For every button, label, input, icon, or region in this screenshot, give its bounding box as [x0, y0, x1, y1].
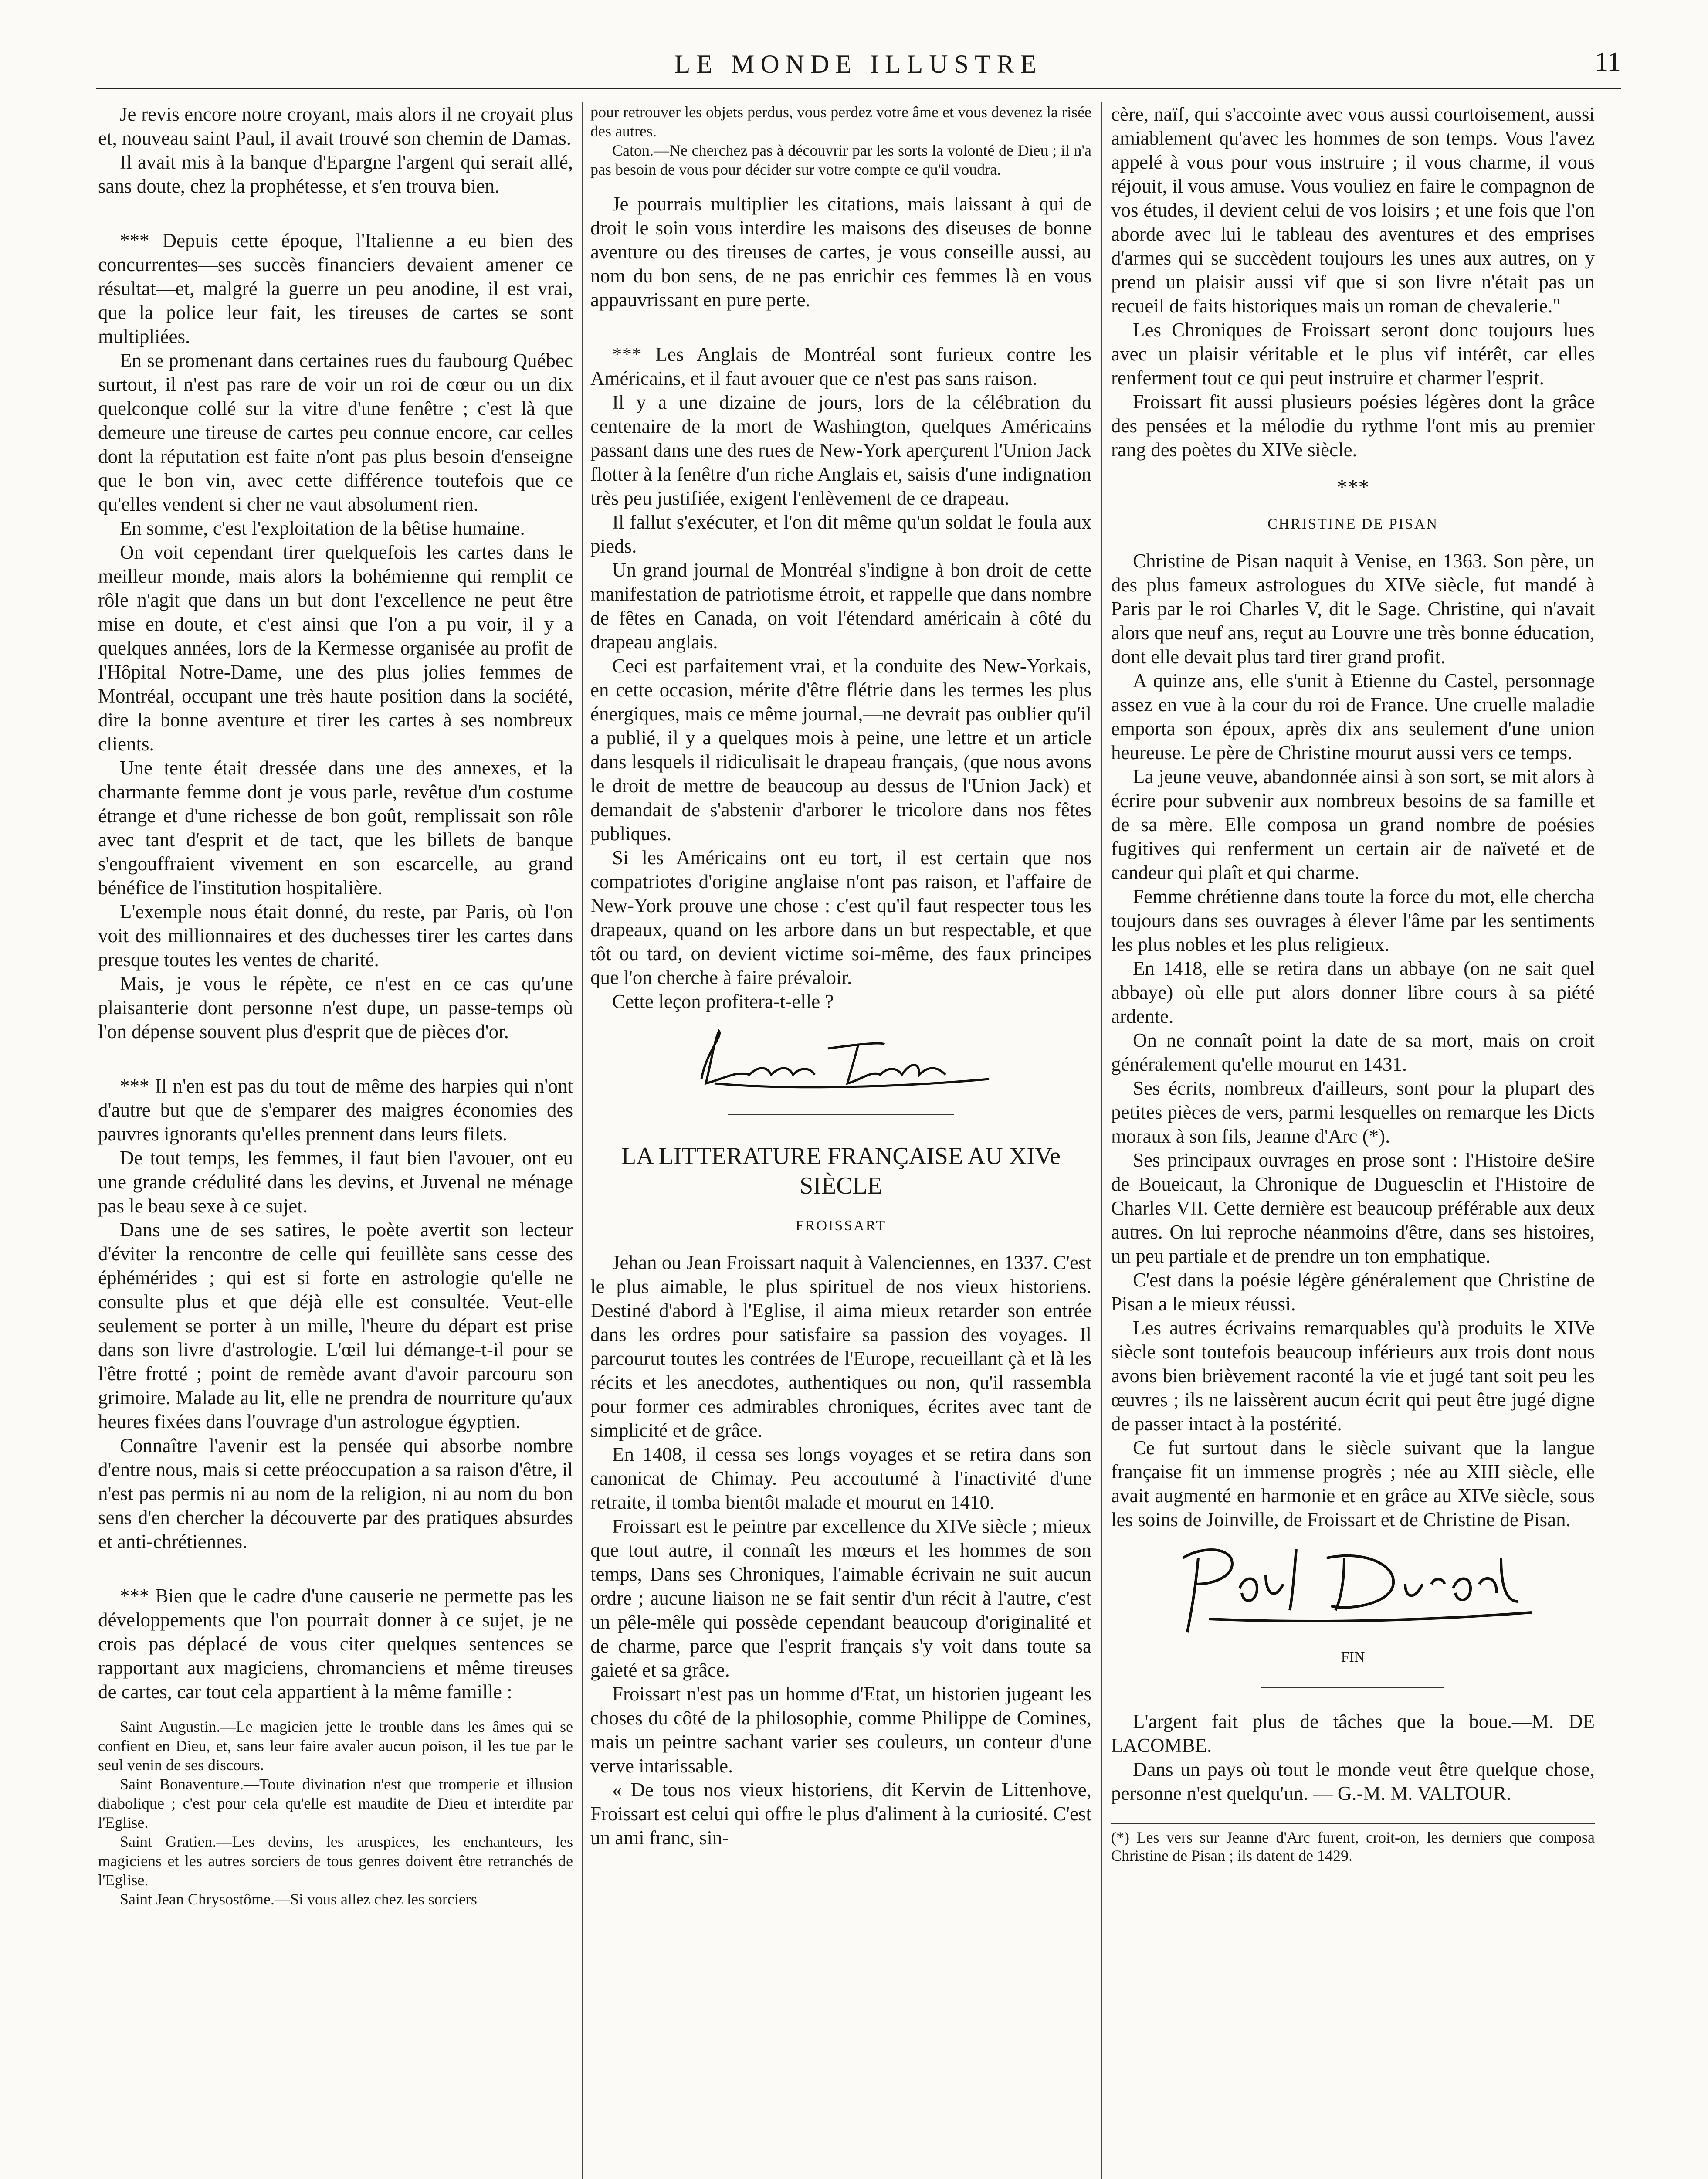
quotation: Saint Gratien.—Les devins, les aruspices, les enchanteurs, les magiciens et les autres sorciers de tous genres doivent être retranchés de l'Eglise. — [98, 1833, 573, 1889]
paragraph: Il fallut s'exécuter, et l'on dit même qu'un soldat le foula aux pieds. — [590, 511, 1091, 557]
section-rule — [728, 1114, 954, 1115]
paragraph: En se promenant dans certaines rues du faubourg Québec surtout, il n'est pas rare de voir un roi de cœur ou un dix quelconque collé sur la vitre d'une fenêtre ; c'est là que demeure une tireuse de cartes peu connue encore, car celles dont la réputation est faite n'ont pas plus besoin d'enseigne que le bon vin, avec cette différence toutefois que ce qu'elles vendent si cher ne vaut absolument rien. — [98, 350, 573, 515]
paragraph: De tout temps, les femmes, il faut bien l'avouer, ont eu une grande crédulité dans les devins, et Juvenal ne ménage pas le beau sexe à ce sujet. — [98, 1147, 573, 1217]
header-rule — [96, 88, 1621, 89]
paragraph: *** Les Anglais de Montréal sont furieux contre les Américains, et il faut avouer que ce n'est pas sans raison. — [590, 343, 1091, 389]
footnote-rule — [1111, 1823, 1595, 1824]
page-header — [96, 41, 1621, 89]
paragraph: En somme, c'est l'exploitation de la bêtise humaine. — [120, 517, 525, 539]
paragraph: En 1418, elle se retira dans un abbaye (on ne sait quel abbaye) où elle put alors donner libre cours à sa piété ardente. — [1111, 957, 1595, 1027]
paragraph: Les Chroniques de Froissart seront donc toujours lues avec un plaisir véritable et le plus vif intérêt, car elles renferment tout ce qui peut instruire et charmer l'esprit. — [1111, 319, 1595, 389]
sub-heading: CHRISTINE DE PISAN — [1267, 516, 1439, 532]
paragraph: Froissart est le peintre par excellence du XIVe siècle ; mieux que tout autre, il connaît les mœurs et les hommes de son temps, Dans ses Chroniques, l'aimable écrivain ne suit aucun ordre ; aucune liaison ne se fait sentir d'un récit à l'autre, c'est un pêle-mêle qui possède cependant beaucoup d'originalité et de charme, parce que l'esprit français s'y voit dans toute sa gaieté et sa grâce. — [590, 1515, 1091, 1681]
paragraph: Femme chrétienne dans toute la force du mot, elle chercha toujours dans ses ouvrages à élever l'âme par les sentiments les plus nobles et les plus religieux. — [1111, 886, 1595, 955]
paragraph: Ce fut surtout dans le siècle suivant que la langue française fit un immense progrès ; née au XIII siècle, elle avait augmenté en harmonie et en grâce au XIVe siècle, sous les soins de Joinville, de Froissart et de Christine de Pisan. — [1111, 1437, 1595, 1531]
quotation: Saint Jean Chrysostôme.—Si vous allez chez les sorciers — [120, 1891, 477, 1908]
paragraph: La jeune veuve, abandonnée ainsi à son sort, se mit alors à écrire pour subvenir aux nombreux besoins de sa famille et de sa mère. Elle composa un grand nombre de poésies fugitives qui renferment un certain air de naïveté et de candeur qui plaît et qui charme. — [1111, 766, 1595, 883]
quotation: Caton.—Ne cherchez pas à découvrir par les sorts la volonté de Dieu ; il n'a pas besoin de vous pour décider sur votre compte ce qu'il voudra. — [590, 142, 1091, 178]
end-mark: FIN — [1341, 1649, 1365, 1665]
page-number: 11 — [1595, 47, 1621, 77]
paragraph: Il avait mis à la banque d'Epargne l'argent qui serait allé, sans doute, chez la prophétesse, et s'en trouva bien. — [98, 151, 573, 197]
paragraph: Ses principaux ouvrages en prose sont : l'Histoire deSire de Boueicaut, la Chronique de Duguesclin et l'Histoire de Charles VII. Cette dernière est beaucoup préférable aux deux autres. On lui reproche néanmoins d'être, dans ses histoires, un peu partiale et de prendre un ton emphatique. — [1111, 1149, 1595, 1267]
footnote: (*) Les vers sur Jeanne d'Arc furent, croit-on, les derniers que composa Christine de Pisan ; ils datent de 1429. — [1111, 1829, 1595, 1864]
signature-leon-ledieu — [675, 1014, 1006, 1101]
sub-heading: FROISSART — [795, 1218, 887, 1234]
paragraph: On ne connaît point la date de sa mort, mais on croit généralement qu'elle mourut en 1431. — [1111, 1029, 1595, 1075]
paragraph: Ses écrits, nombreux d'ailleurs, sont pour la plupart des petites pièces de vers, parmi lesquelles on remarque les Dicts moraux à son fils, Jeanne d'Arc (*). — [1111, 1077, 1595, 1147]
column-1 — [98, 102, 573, 2179]
quotation: pour retrouver les objets perdus, vous perdez votre âme et vous devenez la risée des autres. — [590, 103, 1091, 140]
quotation: Saint Bonaventure.—Toute divination n'est que tromperie et illusion diabolique ; c'est pour cela qu'elle est maudite de Dieu et interdite par l'Eglise. — [98, 1775, 573, 1831]
column-divider — [582, 102, 583, 2179]
paragraph: Il y a une dizaine de jours, lors de la célébration du centenaire de la mort de Washington, quelques Américains passant dans une des rues de New-York aperçurent l'Union Jack flotter à la fenêtre d'un riche Anglais et, saisis d'une indignation très peu justifiée, exigent l'enlèvement de ce drapeau. — [590, 391, 1091, 509]
maxim: L'argent fait plus de tâches que la boue.—M. DE LACOMBE. — [1111, 1711, 1595, 1756]
quotation: Saint Augustin.—Le magicien jette le trouble dans les âmes qui se confient en Dieu, et, sans leur faire avaler aucun poison, il les tue par le seul venin de ses discours. — [98, 1718, 573, 1774]
paragraph: En 1408, il cessa ses longs voyages et se retira dans son canonicat de Chimay. Peu accoutumé à l'inactivité d'une retraite, il tomba bientôt malade et mourut en 1410. — [590, 1443, 1091, 1513]
column-3 — [1111, 102, 1595, 2179]
paragraph: Christine de Pisan naquit à Venise, en 1363. Son père, un des plus fameux astrologues du XIVe siècle, fut mandé à Paris par le roi Charles V, dit le Sage. Christine, qui n'avait alors que neuf ans, reçut au Louvre une très bonne éducation, dont elle devait plus tard tirer grand profit. — [1111, 550, 1595, 668]
section-stars: *** — [1336, 475, 1369, 499]
paragraph: On voit cependant tirer quelquefois les cartes dans le meilleur monde, mais alors la bohémienne qui remplit ce rôle n'agit que dans un but dont l'excellence ne peut être mise en doute, et c'est ainsi que l'on a pu voir, il y a quelques années, lors de la Kermesse organisée au profit de l'Hôpital Notre-Dame, une des plus jolies femmes de Montréal, occupant une très haute position dans la société, dire la bonne aventure et tirer les cartes à ses nombreux clients. — [98, 541, 573, 755]
paragraph: cère, naïf, qui s'accointe avec vous aussi courtoisement, aussi amiablement qu'avec les hommes de son temps. Vous l'avez appelé à vous pour vous instruire ; il vous charme, il vous réjouit, il vous amuse. Vous vouliez en faire le compagnon de vos études, il devient celui de vos loisirs ; et une fois que l'on aborde avec lui le tableau des aventures et des emprises d'armes qui se succèdent toujours les unes aux autres, on y prend un plaisir aussi vif que si son livre n'était pas un recueil de faits historiques mais un roman de chevalerie." — [1111, 103, 1595, 317]
paragraph: L'exemple nous était donné, du reste, par Paris, où l'on voit des millionnaires et des duchesses tirer les cartes dans presque toutes les ventes de charité. — [98, 901, 573, 971]
paragraph: Mais, je vous le répète, ce n'est en ce cas qu'une plaisanterie dont personne n'est dupe, un passe-temps où l'on dépense souvent plus d'esprit que de pièces d'or. — [98, 973, 573, 1042]
paragraph: Je revis encore notre croyant, mais alors il ne croyait plus et, nouveau saint Paul, il avait trouvé son chemin de Damas. — [98, 103, 573, 149]
section-rule — [1261, 1687, 1444, 1688]
paragraph: Froissart fit aussi plusieurs poésies légères dont la grâce des pensées et la mélodie du rythme l'ont mis au premier rang des poètes du XIVe siècle. — [1111, 391, 1595, 461]
paragraph: A quinze ans, elle s'unit à Etienne du Castel, personnage assez en vue à la cour du roi de France. Une cruelle maladie emporta son époux, après dix ans seulement d'une union heureuse. Le père de Christine mourut aussi vers ce temps. — [1111, 670, 1595, 764]
paragraph: « De tous nos vieux historiens, dit Kervin de Littenhove, Froissart est celui qui offre le plus d'aliment à la curiosité. C'est un ami franc, sin- — [590, 1779, 1091, 1849]
paragraph: *** Depuis cette époque, l'Italienne a eu bien des concurrentes—ses succès financiers devaient amener ce résultat—et, malgré la guerre un peu anodine, il est vrai, que la police leur fait, les tireuses de cartes se sont multipliées. — [98, 230, 573, 347]
paragraph: Si les Américains ont eu tort, il est certain que nos compatriotes d'origine anglaise n'ont pas raison, et l'affaire de New-York prouve une chose : c'est qu'il faut respecter tous les drapeaux, quand on les arbore dans un but respectable, et que tôt ou tard, on devient victime soi-même, des faux principes que l'on cherche à faire prévaloir. — [590, 847, 1091, 988]
column-divider — [1101, 102, 1102, 2179]
paragraph: Froissart n'est pas un homme d'Etat, un historien jugeant les choses du côté de la philosophie, comme Philippe de Comines, mais un peintre sachant varier ses couleurs, un conteur d'une verve intarissable. — [590, 1683, 1091, 1777]
paragraph: Les autres écrivains remarquables qu'à produits le XIVe siècle sont toutefois beaucoup inférieurs aux trois dont nous avons bien brièvement raconté la vie et jugé tant soit peu les œuvres ; ils ne laissèrent aucun écrit qui peut être jugé digne de passer intact à la postérité. — [1111, 1317, 1595, 1435]
paragraph: *** Il n'en est pas du tout de même des harpies qui n'ont d'autre but que de s'emparer des maigres économies des pauvres ignorants qu'elles prennent dans leurs filets. — [98, 1075, 573, 1145]
maxim: Dans un pays où tout le monde veut être quelque chose, personne n'est quelqu'un. — G.-M. M. VALTOUR. — [1111, 1758, 1595, 1804]
paragraph: Un grand journal de Montréal s'indigne à bon droit de cette manifestation de patriotisme étroit, et rappelle que dans nombre de fêtes en Canada, on voit l'étendard américain à côté du drapeau anglais. — [590, 559, 1091, 653]
masthead-title: LE MONDE ILLUSTRE — [674, 50, 1043, 78]
signature-paul-durand — [1157, 1532, 1549, 1645]
paragraph: Une tente était dressée dans une des annexes, et la charmante femme dont je vous parle, revêtue d'un costume étrange et d'une richesse de bon goût, remplissait son rôle avec tant d'esprit et de tact, que les billets de banque s'engouffraient vivement en son escarcelle, au grand bénéfice de l'institution hospitalière. — [98, 757, 573, 899]
column-2 — [590, 102, 1091, 2179]
paragraph: Connaître l'avenir est la pensée qui absorbe nombre d'entre nous, mais si cette préoccupation a sa raison d'être, il n'est pas permis ni au nom de la religion, ni au nom du bon sens d'en chercher la découverte par des pratiques absurdes et anti-chrétiennes. — [98, 1435, 573, 1552]
paragraph: C'est dans la poésie légère généralement que Christine de Pisan a le mieux réussi. — [1111, 1269, 1595, 1315]
paragraph: Dans une de ses satires, le poète avertit son lecteur d'éviter la rencontre de celle qui feuillète sans cesse des éphémérides ; qui est si forte en astrologie qu'elle ne consulte plus et que déjà elle est consultée. Veut-elle seulement se porter à un mille, l'heure du départ est prise dans son livre d'astrologie. L'œil lui démange-t-il pour se l'être frotté ; point de remède avant d'avoir parcouru son grimoire. Malade au lit, elle ne prendra de nourriture qu'aux heures fixées dans l'ouvrage d'un astrologue égyptien. — [98, 1219, 573, 1432]
paragraph: *** Bien que le cadre d'une causerie ne permette pas les développements que l'on pourrait donner à ce sujet, je ne crois pas déplacé de vous citer quelques sentences se rapportant aux magiciens, chromanciens et même tireuses de cartes, car tout cela appartient à la même famille : — [98, 1585, 573, 1703]
paragraph: Je pourrais multiplier les citations, mais laissant à qui de droit le soin vous interdire les maisons des diseuses de bonne aventure ou des tireuses de cartes, je vous conseille aussi, au nom du bon sens, de ne pas enrichir ces femmes là en vous appauvrissant en pure perte. — [590, 193, 1091, 311]
paragraph: Ceci est parfaitement vrai, et la conduite des New-Yorkais, en cette occasion, mérite d'être flétrie dans les termes les plus énergiques, mais ce même journal,—ne devrait pas oublier qu'il a publié, il y a quelques mois à peine, une lettre et un article dans lesquels il ridiculisait le drapeau français, (que nous avons le droit de mettre de beaucoup au dessus de l'Union Jack) et demandait de s'abstenir d'arborer le tricolore dans nos fêtes publiques. — [590, 655, 1091, 845]
paragraph: Jehan ou Jean Froissart naquit à Valenciennes, en 1337. C'est le plus aimable, le plus spirituel de nos vieux historiens. Destiné d'abord à l'Eglise, il aima mieux retarder son entrée dans les ordres pour satisfaire sa passion des voyages. Il parcourut toutes les contrées de l'Europe, recueillant çà et là les récits et les anecdotes, authentiques ou non, qu'il rassembla pour former ces admirables chroniques, écrites avec tant de simplicité et de grâce. — [590, 1252, 1091, 1441]
paragraph: Cette leçon profitera-t-elle ? — [612, 991, 834, 1012]
section-title: LA LITTERATURE FRANÇAISE AU XIVe SIÈCLE — [621, 1143, 1061, 1199]
